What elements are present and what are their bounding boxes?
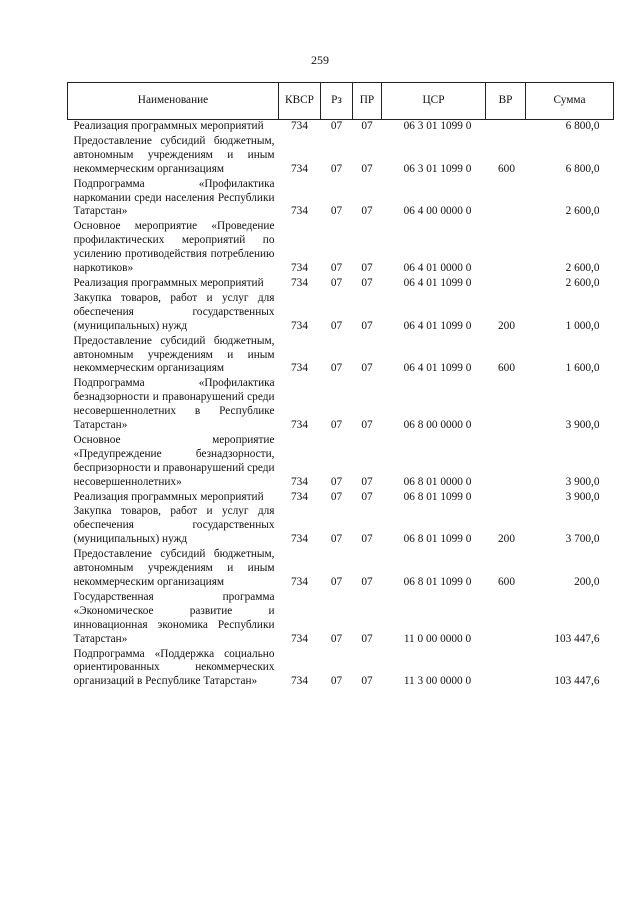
cell-sum: 200,0	[574, 576, 600, 588]
cell-pr: 07	[361, 276, 373, 289]
cell-pr: 07	[361, 319, 373, 332]
cell-vr	[486, 220, 526, 277]
cell-vr	[486, 648, 526, 691]
cell-kvsr: 734	[291, 205, 308, 218]
table-row	[68, 292, 614, 335]
cell-vr	[486, 120, 526, 135]
cell-csr: 06 3 01 1099 0	[403, 120, 472, 132]
cell-kvsr: 734	[291, 576, 308, 588]
cell-name: Реализация программных мероприятий	[73, 276, 264, 289]
cell-rz: 07	[330, 205, 343, 218]
cell-sum: 3 900,0	[565, 475, 600, 488]
cell-pr: 07	[361, 576, 373, 588]
table-row	[68, 434, 614, 491]
header-sum: Сумма	[526, 83, 614, 120]
table-row	[68, 120, 614, 135]
cell-sum: 103 447,6	[554, 675, 600, 688]
cell-rz: 07	[330, 533, 343, 546]
cell-csr: 06 4 01 1099 0	[403, 362, 472, 375]
cell-vr	[486, 277, 526, 292]
header-rz: Рз	[321, 83, 353, 120]
cell-kvsr: 734	[291, 490, 308, 503]
cell-pr: 07	[361, 362, 373, 375]
cell-name: Подпрограмма «Поддержка социально ориентированных некоммерческих организаций в Республике Татарстан»	[73, 647, 275, 688]
cell-name: Закупка товаров, работ и услуг для обеспечения государственных (муниципальных) нужд	[73, 291, 275, 332]
cell-csr: 06 8 01 1099 0	[403, 576, 472, 588]
cell-kvsr: 734	[291, 475, 308, 488]
cell-rz: 07	[330, 490, 343, 503]
cell-sum: 2 600,0	[565, 262, 600, 275]
table-row	[68, 491, 614, 506]
header-kvsr: КВСР	[279, 83, 321, 120]
cell-vr: 200	[498, 533, 515, 546]
cell-pr: 07	[361, 475, 373, 488]
cell-pr: 07	[361, 205, 373, 218]
cell-rz: 07	[330, 319, 343, 332]
cell-csr: 06 4 00 0000 0	[403, 205, 472, 218]
table-row	[68, 178, 614, 221]
budget-table	[67, 82, 614, 690]
cell-kvsr: 734	[291, 362, 308, 375]
cell-kvsr: 734	[291, 533, 308, 546]
cell-name: Основное мероприятие «Проведение профилактических мероприятий по усилению противодействия потреблению наркотиков»	[73, 220, 275, 275]
cell-name: Государственная программа «Экономическое развитие и инновационная экономика Республики Татарстан»	[73, 590, 275, 645]
table-row	[68, 548, 614, 591]
cell-pr: 07	[361, 262, 373, 275]
table-row	[68, 377, 614, 434]
cell-name: Реализация программных мероприятий	[73, 490, 264, 503]
header-pr: ПР	[353, 83, 382, 120]
cell-sum: 3 700,0	[565, 533, 600, 546]
page-number: 259	[311, 53, 329, 67]
cell-vr	[486, 178, 526, 221]
cell-kvsr: 734	[291, 675, 308, 688]
cell-csr: 06 8 01 1099 0	[403, 533, 472, 546]
cell-pr: 07	[361, 533, 373, 546]
cell-name: Закупка товаров, работ и услуг для обеспечения государственных (муниципальных) нужд	[73, 505, 275, 546]
cell-kvsr: 734	[291, 319, 308, 332]
cell-csr: 06 4 01 1099 0	[403, 319, 472, 332]
cell-kvsr: 734	[291, 632, 308, 645]
cell-sum: 3 900,0	[565, 490, 600, 503]
cell-name: Предоставление субсидий бюджетным, автономным учреждениям и иным некоммерческим организациям	[73, 134, 275, 175]
table-row	[68, 505, 614, 548]
header-vr: ВР	[486, 83, 526, 120]
cell-rz: 07	[330, 576, 343, 588]
cell-name: Предоставление субсидий бюджетным, автономным учреждениям и иным некоммерческим организациям	[73, 548, 275, 588]
cell-name: Подпрограмма «Профилактика безнадзорности и правонарушений среди несовершеннолетних в Республике Татарстан»	[73, 377, 275, 432]
cell-csr: 06 8 01 0000 0	[403, 475, 472, 488]
cell-pr: 07	[361, 162, 373, 175]
cell-pr: 07	[361, 675, 373, 688]
cell-csr: 06 3 01 1099 0	[403, 162, 472, 175]
cell-sum: 3 900,0	[565, 419, 600, 432]
cell-rz: 07	[330, 276, 343, 289]
cell-pr: 07	[361, 490, 373, 503]
table-row	[68, 220, 614, 277]
cell-rz: 07	[330, 120, 343, 132]
cell-rz: 07	[330, 262, 343, 275]
cell-sum: 1 600,0	[565, 362, 600, 375]
cell-csr: 11 0 00 0000 0	[403, 632, 472, 645]
cell-kvsr: 734	[291, 162, 308, 175]
cell-pr: 07	[361, 632, 373, 645]
cell-csr: 06 8 01 1099 0	[403, 490, 472, 503]
cell-name: Основное мероприятие «Предупреждение безнадзорности, беспризорности и правонарушений среди несовершеннолетних»	[73, 433, 275, 488]
table-row	[68, 591, 614, 648]
cell-vr	[486, 434, 526, 491]
cell-rz: 07	[330, 419, 343, 432]
table-header	[68, 83, 614, 120]
cell-sum: 2 600,0	[565, 276, 600, 289]
cell-sum: 6 800,0	[565, 120, 600, 132]
table-row	[68, 277, 614, 292]
cell-vr: 600	[498, 162, 515, 175]
cell-name: Предоставление субсидий бюджетным, автономным учреждениям и иным некоммерческим организациям	[73, 334, 275, 375]
cell-kvsr: 734	[291, 120, 308, 132]
cell-csr: 06 4 01 1099 0	[403, 276, 472, 289]
cell-vr	[486, 491, 526, 506]
cell-kvsr: 734	[291, 276, 308, 289]
cell-rz: 07	[330, 362, 343, 375]
cell-vr	[486, 377, 526, 434]
cell-sum: 1 000,0	[565, 319, 600, 332]
header-name: Наименование	[68, 83, 279, 120]
cell-vr: 600	[498, 362, 515, 375]
table-row	[68, 648, 614, 691]
cell-kvsr: 734	[291, 419, 308, 432]
table-row	[68, 335, 614, 378]
cell-rz: 07	[330, 475, 343, 488]
cell-vr	[486, 591, 526, 648]
table-body	[68, 120, 614, 691]
cell-csr: 06 8 00 0000 0	[403, 419, 472, 432]
cell-csr: 11 3 00 0000 0	[403, 675, 472, 688]
cell-csr: 06 4 01 0000 0	[403, 262, 472, 275]
cell-name: Реализация программных мероприятий	[73, 120, 264, 132]
cell-sum: 6 800,0	[565, 162, 600, 175]
cell-vr: 200	[498, 319, 515, 332]
cell-sum: 2 600,0	[565, 205, 600, 218]
cell-rz: 07	[330, 675, 343, 688]
cell-vr: 600	[498, 576, 515, 588]
cell-name: Подпрограмма «Профилактика наркомании среди населения Республики Татарстан»	[73, 177, 275, 218]
cell-pr: 07	[361, 419, 373, 432]
cell-kvsr: 734	[291, 262, 308, 275]
header-csr: ЦСР	[382, 83, 486, 120]
cell-rz: 07	[330, 632, 343, 645]
table-row	[68, 135, 614, 178]
cell-rz: 07	[330, 162, 343, 175]
cell-pr: 07	[361, 120, 373, 132]
cell-sum: 103 447,6	[554, 632, 600, 645]
